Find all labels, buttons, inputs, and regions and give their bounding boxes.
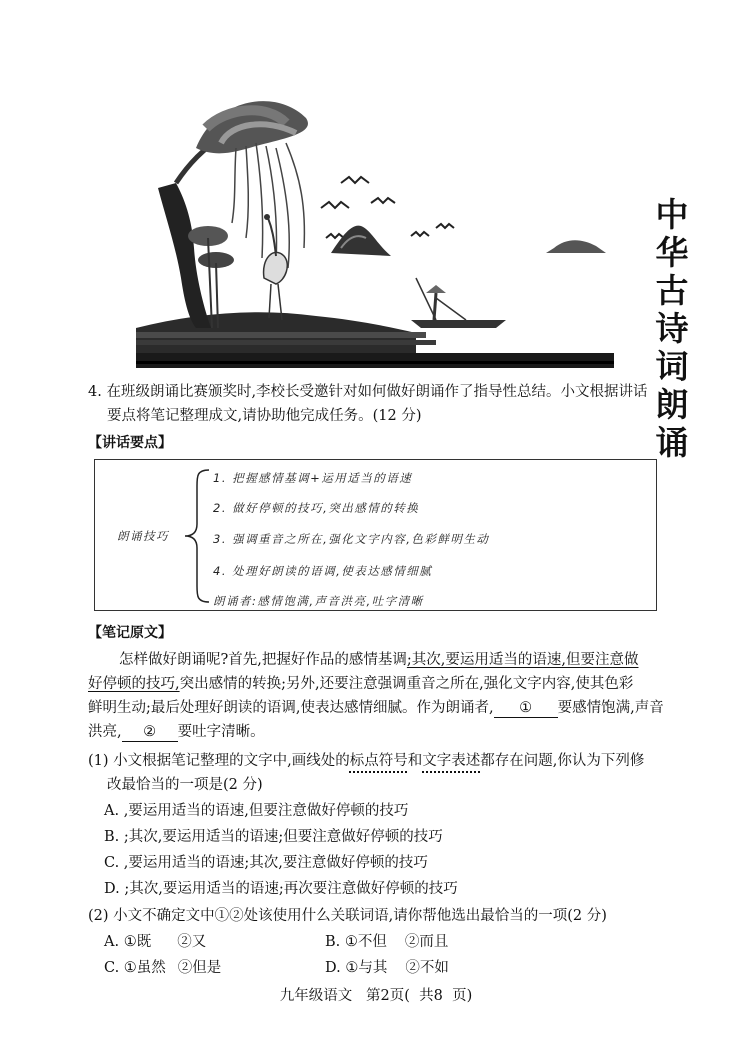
q2-option-label: B. ①不但 bbox=[325, 934, 387, 950]
speech-points-root: 朗诵技巧 bbox=[117, 529, 169, 543]
banner-title-char: 诵 bbox=[655, 423, 689, 462]
q2-option-second: ②但是 bbox=[177, 960, 222, 976]
blank-1[interactable]: ① bbox=[494, 699, 558, 718]
q2-option-b[interactable] bbox=[325, 930, 448, 954]
brace-icon bbox=[175, 466, 215, 606]
q2-option-a[interactable] bbox=[104, 930, 206, 954]
banner-title-char: 中 bbox=[655, 195, 689, 234]
blank-2[interactable]: ② bbox=[122, 723, 178, 742]
question4-line2: 要点将笔记整理成文,请协助他完成任务。(12 分) bbox=[107, 408, 422, 424]
page-footer: 九年级语文 第2页( 共8 页) bbox=[279, 988, 473, 1004]
q2-option-second: ②而且 bbox=[404, 934, 449, 950]
banner-title-char: 词 bbox=[655, 347, 689, 386]
speech-point-item: 3. 强调重音之所在,强化文字内容,色彩鲜明生动 bbox=[213, 532, 490, 546]
q1-option-a[interactable]: A. ,要运用适当的语速,但要注意做好停顿的技巧 bbox=[104, 803, 409, 819]
q2-option-label: A. ①既 bbox=[104, 934, 152, 950]
banner-title-char: 朗 bbox=[655, 385, 689, 424]
notes-text: 鲜明生动;最后处理好朗读的语调,使表达感情细腻。作为朗诵者, bbox=[88, 700, 494, 716]
q2-option-label: C. ①虽然 bbox=[104, 960, 166, 976]
notes-underlined-text: 好停顿的技巧, bbox=[88, 676, 180, 692]
notes-text: 要吐字清晰。 bbox=[177, 724, 265, 740]
banner-title-char: 华 bbox=[655, 233, 689, 272]
speech-points-heading: 【讲话要点】 bbox=[88, 435, 172, 451]
q2-option-second: ②不如 bbox=[405, 960, 449, 976]
q2-option-c[interactable] bbox=[104, 956, 221, 980]
ink-landscape-illustration bbox=[136, 88, 614, 368]
notes-line4 bbox=[88, 720, 265, 744]
notes-text: 要感情饱满,声音 bbox=[557, 700, 664, 716]
q1-text: (1) 小文根据笔记整理的文字中,画线处的 bbox=[88, 753, 350, 769]
speech-point-item: 朗诵者:感情饱满,声音洪亮,吐字清晰 bbox=[213, 594, 424, 608]
speech-point-item: 1. 把握感情基调+运用适当的语速 bbox=[213, 471, 413, 485]
notes-text: 怎样做好朗诵呢?首先,把握好作品的感情基调 bbox=[119, 652, 407, 668]
q1-text: 都存在问题,你认为下列修 bbox=[480, 753, 645, 769]
notes-line3 bbox=[88, 696, 664, 720]
q1-emphasis: 文字表述 bbox=[422, 753, 481, 769]
speech-point-item: 4. 处理好朗读的语调,使表达感情细腻 bbox=[213, 564, 433, 578]
banner-title bbox=[644, 196, 700, 462]
banner-title-char: 诗 bbox=[655, 309, 689, 348]
q1-option-d[interactable]: D. ;其次,要运用适当的语速;再次要注意做好停顿的技巧 bbox=[104, 881, 458, 897]
q1-line2: 改最恰当的一项是(2 分) bbox=[107, 777, 263, 793]
speech-point-item: 2. 做好停顿的技巧,突出感情的转换 bbox=[213, 501, 420, 515]
q1-text: 和 bbox=[407, 753, 423, 769]
q2-option-second: ②又 bbox=[177, 934, 207, 950]
notes-line2 bbox=[88, 672, 633, 696]
question4-line1: 4. 在班级朗诵比赛颁奖时,李校长受邀针对如何做好朗诵作了指导性总结。小文根据讲话 bbox=[88, 384, 648, 400]
notes-text: 突出感情的转换;另外,还要注意强调重音之所在,强化文字内容,使其色彩 bbox=[179, 676, 634, 692]
banner-title-char: 古 bbox=[655, 271, 689, 310]
speech-points-box bbox=[94, 459, 657, 611]
notes-heading: 【笔记原文】 bbox=[88, 625, 172, 641]
q2-option-label: D. ①与其 bbox=[325, 960, 388, 976]
notes-line1 bbox=[119, 648, 639, 672]
q2-stem: (2) 小文不确定文中①②处该使用什么关联词语,请你帮他选出最恰当的一项(2 分) bbox=[88, 908, 607, 924]
q1-option-c[interactable]: C. ,要运用适当的语速;其次,要注意做好停顿的技巧 bbox=[104, 855, 428, 871]
q1-option-b[interactable]: B. ;其次,要运用适当的语速;但要注意做好停顿的技巧 bbox=[104, 829, 443, 845]
q1-emphasis: 标点符号 bbox=[349, 753, 408, 769]
q2-option-d[interactable] bbox=[325, 956, 449, 980]
notes-underlined-text: ;其次,要运用适当的语速,但要注意做 bbox=[406, 652, 639, 668]
notes-text: 洪亮, bbox=[88, 724, 122, 740]
q1-line1 bbox=[88, 749, 644, 773]
